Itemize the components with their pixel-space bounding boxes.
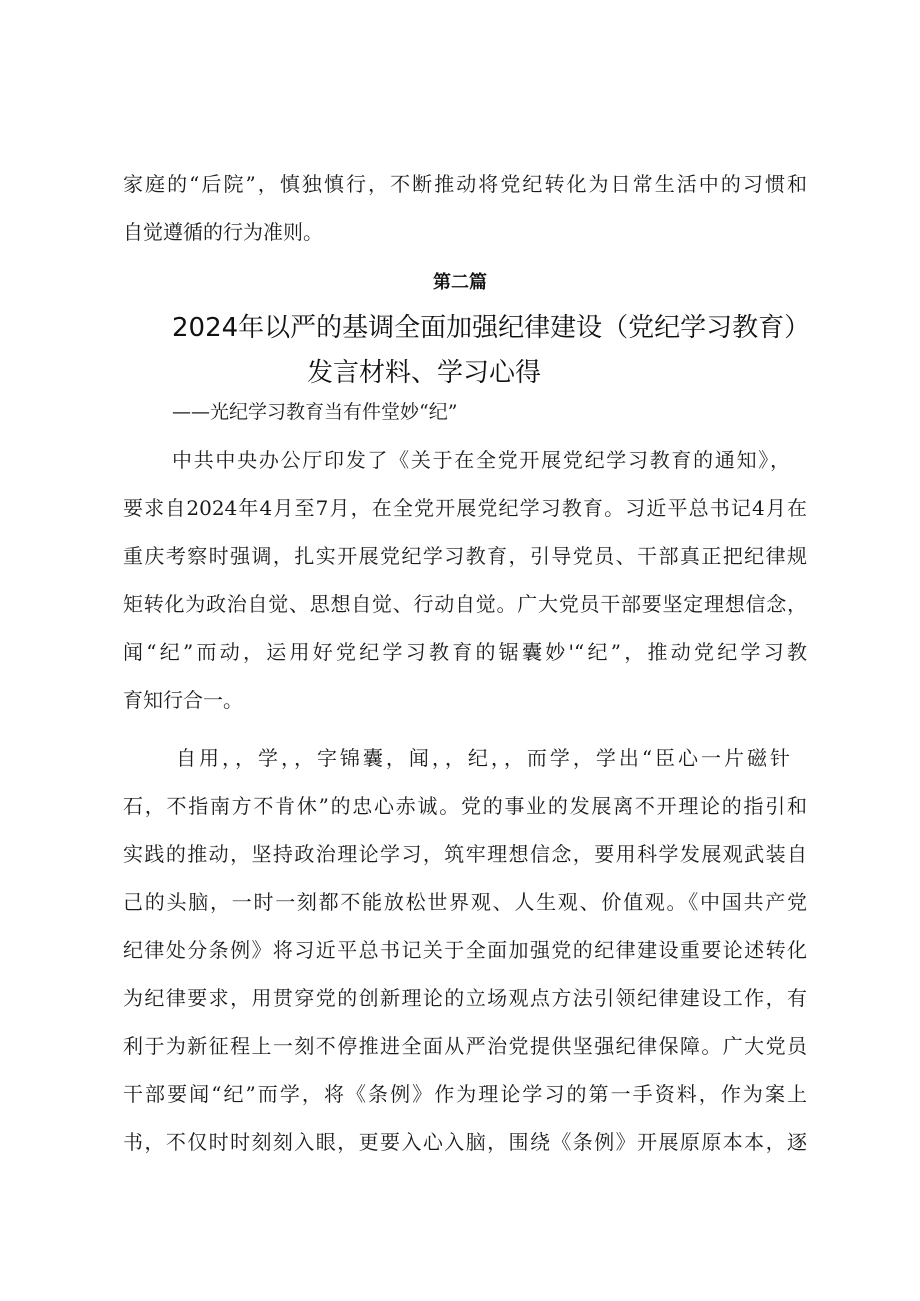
para1-line-3: 重庆考察时强调，扎实开展党纪学习教育，引导党员、干部真正把纪律规 xyxy=(123,544,807,568)
para1-line-5: 闻“纪”而动，运用好党纪学习教育的锯囊妙'“纪”，推动党纪学习教 xyxy=(123,640,807,664)
para2-line-8: 干部要闻“纪”而学，将《条例》作为理论学习的第一手资料，作为案上 xyxy=(123,1082,807,1106)
intro-line-2: 自觉遵循的行为准则。 xyxy=(123,220,323,244)
intro-line-1: 家庭的“后院”，慎独慎行，不断推动将党纪转化为日常生活中的习惯和 xyxy=(123,172,807,196)
article-title-line-1: 2024年以严的基调全面加强纪律建设（党纪学习教育） xyxy=(172,313,811,343)
para2-line-4: 己的头脑，一时一刻都不能放松世界观、人生观、价值观。《中国共产党 xyxy=(123,890,807,914)
para1-line-6: 育知行合一。 xyxy=(123,688,243,712)
para1-line-1: 中共中央办公厅印发了《关于在全党开展党纪学习教育的通知》， xyxy=(172,448,790,472)
para1-line-2: 要求自2024年4月至7月，在全党开展党纪学习教育。习近平总书记4月在 xyxy=(123,496,807,520)
article-subtitle: ——光纪学习教育当有件堂妙“纪” xyxy=(172,401,458,423)
article-title-line-2: 发言材料、学习心得 xyxy=(307,358,542,388)
para2-line-2: 石，不指南方不肯休”的忠心赤诚。党的事业的发展离不开理论的指引和 xyxy=(123,794,807,818)
para1-line-4: 矩转化为政治自觉、思想自觉、行动自觉。广大党员干部要坚定理想信念， xyxy=(123,592,807,616)
section-label: 第二篇 xyxy=(433,272,487,293)
para2-line-7: 利于为新征程上一刻不停推进全面从严治党提供坚强纪律保障。广大党员 xyxy=(123,1034,807,1058)
para2-line-3: 实践的推动，坚持政治理论学习，筑牢理想信念，要用科学发展观武装自 xyxy=(123,842,807,866)
para2-line-5: 纪律处分条例》将习近平总书记关于全面加强党的纪律建设重要论述转化 xyxy=(123,938,807,962)
para2-line-1: 自用，，学，，字锦囊，闻，，纪，，而学，学出“臣心一片磁针 xyxy=(176,746,790,770)
para2-line-9: 书，不仅时时刻刻入眼，更要入心入脑，围绕《条例》开展原原本本，逐 xyxy=(123,1130,807,1154)
para2-line-6: 为纪律要求，用贯穿党的创新理论的立场观点方法引领纪律建设工作，有 xyxy=(123,986,807,1010)
